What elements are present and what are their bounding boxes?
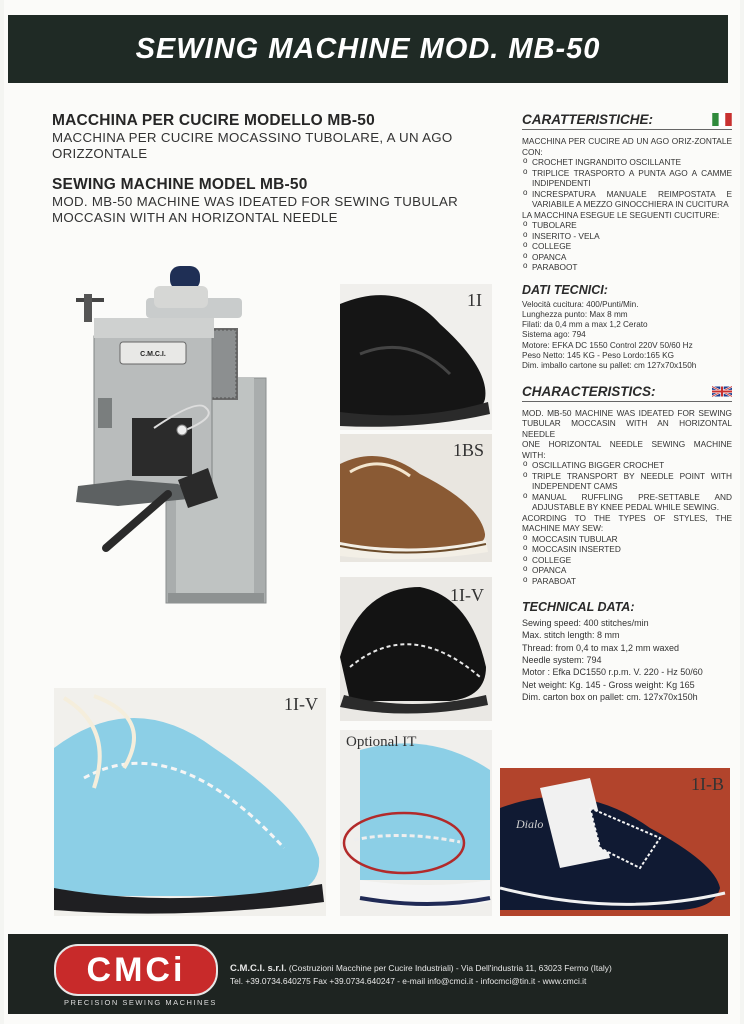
characteristics-title: CHARACTERISTICS: (522, 383, 656, 399)
technical-data-list (522, 617, 732, 703)
caratteristiche-title: CARATTERISTICHE: (522, 112, 653, 127)
dati-line: Filati: da 0,4 mm a max 1,2 Cerato (522, 320, 648, 330)
shoe-photo-optional-it (340, 730, 492, 916)
caratteristiche-item: o INCRESPATURA MANUALE REIMPOSTATA E VARIABILE A MEZZO GINOCCHIERA IN CUCITURA (522, 189, 732, 210)
stitch-item: o COLLEGE (522, 241, 732, 252)
characteristics-item: o OSCILLATING BIGGER CROCHET (522, 460, 732, 471)
photo-label-1ib: 1I-B (691, 774, 724, 794)
italian-flag-icon (712, 113, 732, 126)
technical-line: Sewing speed: 400 stitches/min (522, 618, 649, 629)
specifications-column (522, 112, 732, 703)
style-item: o MOCCASIN INSERTED (522, 544, 732, 555)
caratteristiche-item: o CROCHET INGRANDITO OSCILLANTE (522, 157, 732, 168)
photo-label-1i: 1I (467, 290, 482, 310)
shoe-photo-1bs (340, 434, 492, 562)
photo-label-1iv-small: 1I-V (450, 585, 484, 605)
english-heading: SEWING MACHINE MODEL MB-50 (52, 176, 308, 193)
technical-line: Motor : Efka DC1550 r.p.m. V. 220 - Hz 50/60 (522, 667, 703, 678)
english-description-line-2: MOCCASIN WITH AN HORIZONTAL NEEDLE (52, 210, 338, 225)
photo-label-optional-it: Optional IT (346, 734, 417, 750)
technical-line: Thread: from 0,4 to max 1,2 mm waxed (522, 642, 680, 653)
characteristics-item: o MANUAL RUFFLING PRE-SETTABLE AND ADJUSTABLE BY KNEE PEDAL WHILE SEWING. (522, 492, 732, 513)
technical-line: Net weight: Kg. 145 - Gross weight: Kg 165 (522, 679, 695, 690)
technical-line: Max. stitch length: 8 mm (522, 630, 620, 641)
english-description-line-1: MOD. MB-50 MACHINE WAS IDEATED FOR SEWING TUBULAR (52, 194, 459, 209)
dati-line: Velocità cucitura: 400/Punti/Min. (522, 299, 639, 309)
dati-line: Peso Netto: 145 KG - Peso Lordo:165 KG (522, 350, 675, 360)
company-contacts: Tel. +39.0734.640275 Fax +39.0734.640247 - e-mail info@cmci.it - infocmci@tin.it - www.cmci.it (230, 976, 587, 986)
light-blue-moccasin-image (54, 688, 326, 916)
style-item: o PARABOAT (522, 576, 732, 587)
caratteristiche-lead: MACCHINA PER CUCIRE AD UN AGO ORIZ-ZONTALE CON: (522, 136, 732, 157)
italian-description-line-2: ORIZZONTALE (52, 146, 148, 161)
shoe-photo-1ib (500, 768, 730, 916)
banner-title: SEWING MACHINE MOD. MB-50 (135, 32, 601, 65)
intro-block (52, 112, 502, 226)
dati-tecnici-list (522, 300, 732, 372)
sewing-machine-image (58, 258, 308, 610)
stitch-item: o INSERITO - VELA (522, 231, 732, 242)
characteristics-lead-3: ACORDING TO THE TYPES OF STYLES, THE MACHINE MAY SEW: (522, 512, 732, 534)
stitch-item: o TUBOLARE (522, 220, 732, 231)
footer-bar (8, 934, 728, 1014)
blue-shoe-detail-image (340, 730, 492, 916)
dati-line: Lunghezza punto: Max 8 mm (522, 309, 628, 319)
characteristics-heading (522, 384, 732, 402)
company-info (230, 962, 612, 987)
stitch-item: o PARABOOT (522, 262, 732, 273)
insole-script-text: Dialo (516, 817, 544, 831)
style-item: o COLLEGE (522, 555, 732, 566)
photo-label-1bs: 1BS (452, 440, 484, 460)
caratteristiche-heading (522, 112, 732, 130)
company-name: C.M.C.I. s.r.l. (230, 963, 287, 974)
logo-text: CMCi (86, 950, 186, 989)
dati-tecnici-heading: DATI TECNICI: (522, 282, 608, 297)
caratteristiche-lead-2: LA MACCHINA ESEGUE LE SEGUENTI CUCITURE: (522, 209, 720, 220)
characteristics-lead: MOD. MB-50 MACHINE WAS IDEATED FOR SEWING TUBULAR MOCCASIN WITH AN HORIZONTAL NEEDLE (522, 407, 732, 439)
characteristics-body (522, 408, 732, 587)
shoe-photo-1iv-small (340, 577, 492, 721)
uk-flag-icon (712, 385, 732, 398)
caratteristiche-body (522, 136, 732, 273)
dati-line: Dim. imballo cartone su pallet: cm 127x70x150h (522, 361, 697, 371)
title-banner (8, 15, 728, 83)
shoe-photo-1iv-large (54, 688, 326, 916)
company-address: (Costruzioni Macchine per Cucire Industriali) - Via Dell'industria 11, 63023 Fermo (Italy) (286, 963, 612, 973)
style-item: o MOCCASIN TUBULAR (522, 534, 732, 545)
machine-plate-text: C.M.C.I. (140, 351, 166, 358)
stitch-item: o OPANCA (522, 252, 732, 263)
cmci-logo (54, 944, 218, 996)
technical-line: Needle system: 794 (522, 654, 602, 665)
technical-data-heading: TECHNICAL DATA: (522, 600, 635, 615)
characteristics-item: o TRIPLE TRANSPORT BY NEEDLE POINT WITH INDEPENDENT CAMS (522, 471, 732, 492)
italian-heading: MACCHINA PER CUCIRE MODELLO MB-50 (52, 112, 375, 129)
italian-description-line-1: MACCHINA PER CUCIRE MOCASSINO TUBOLARE, A UN AGO (52, 130, 453, 145)
dati-line: Sistema ago: 794 (522, 330, 586, 340)
technical-line: Dim. carton box on pallet: cm. 127x70x150h (522, 691, 698, 702)
photo-label-1iv-large: 1I-V (284, 694, 318, 714)
dati-line: Motore: EFKA DC 1550 Control 220V 50/60 Hz (522, 340, 693, 350)
shoe-photo-1i (340, 284, 492, 430)
logo-tagline: PRECISION SEWING MACHINES (64, 998, 217, 1007)
characteristics-lead-2: ONE HORIZONTAL NEEDLE SEWING MACHINE WITH: (522, 439, 732, 460)
style-item: o OPANCA (522, 565, 732, 576)
caratteristiche-item: o TRIPLICE TRASPORTO A PUNTA AGO A CAMME INDIPENDENTI (522, 168, 732, 189)
